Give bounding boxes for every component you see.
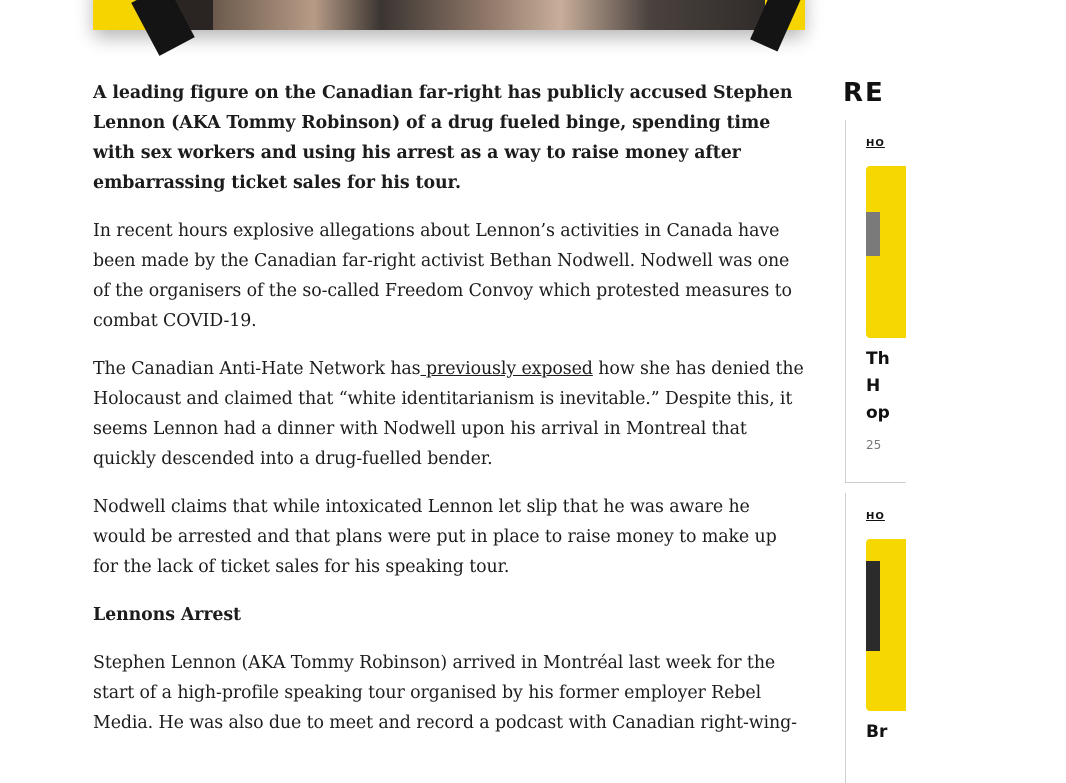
article-paragraph: Nodwell claims that while intoxicated Lennon let slip that he was aware he would be arrested and that plans were put in place to raise money to make up for the lack of ticket sales for his speaking tour. xyxy=(93,497,777,577)
related-card[interactable] xyxy=(845,493,906,783)
card-thumbnail[interactable] xyxy=(866,539,906,711)
card-category-tag[interactable]: HO xyxy=(866,511,885,522)
related-card[interactable] xyxy=(845,120,906,483)
article-paragraph: Stephen Lennon (AKA Tommy Robinson) arrived in Montréal last week for the start of a high-profile speaking tour organised by his former employer Rebel Media. He was also due to meet and record a podcast with Canadian right-wing- xyxy=(93,653,797,733)
article-paragraph xyxy=(93,354,805,474)
card-title[interactable]: Th H op xyxy=(866,349,890,423)
paragraph-text: The Canadian Anti-Hate Network has xyxy=(93,359,421,379)
paragraph-text: how she has denied the Holocaust and claimed that “white identitarianism is inevitable.” Despite this, it seems Lennon had a dinner with Nodwell upon his arrival in Montreal that quickly descended into a drug-fuelled bender. xyxy=(93,359,804,469)
article-subheading: Lennons Arrest xyxy=(93,605,241,625)
card-category-tag[interactable]: HO xyxy=(866,138,885,149)
card-thumbnail[interactable] xyxy=(866,166,906,338)
article-lede: A leading figure on the Canadian far-right has publicly accused Stephen Lennon (AKA Tommy Robinson) of a drug fueled binge, spending time with sex workers and using his arrest as a way to raise money after embarrassing ticket sales for his tour. xyxy=(93,83,793,193)
card-date: 25 xyxy=(866,438,882,452)
sidebar-title: RE xyxy=(843,78,885,108)
hero-image xyxy=(93,0,805,30)
article-body xyxy=(93,78,805,756)
previously-exposed-link[interactable]: previously exposed xyxy=(420,359,593,379)
card-title[interactable]: Br xyxy=(866,722,888,742)
article-paragraph: In recent hours explosive allegations about Lennon’s activities in Canada have been made by the Canadian far-right activist Bethan Nodwell. Nodwell was one of the organisers of the so-called Freedom Convoy which protested measures to combat COVID-19. xyxy=(93,221,792,331)
